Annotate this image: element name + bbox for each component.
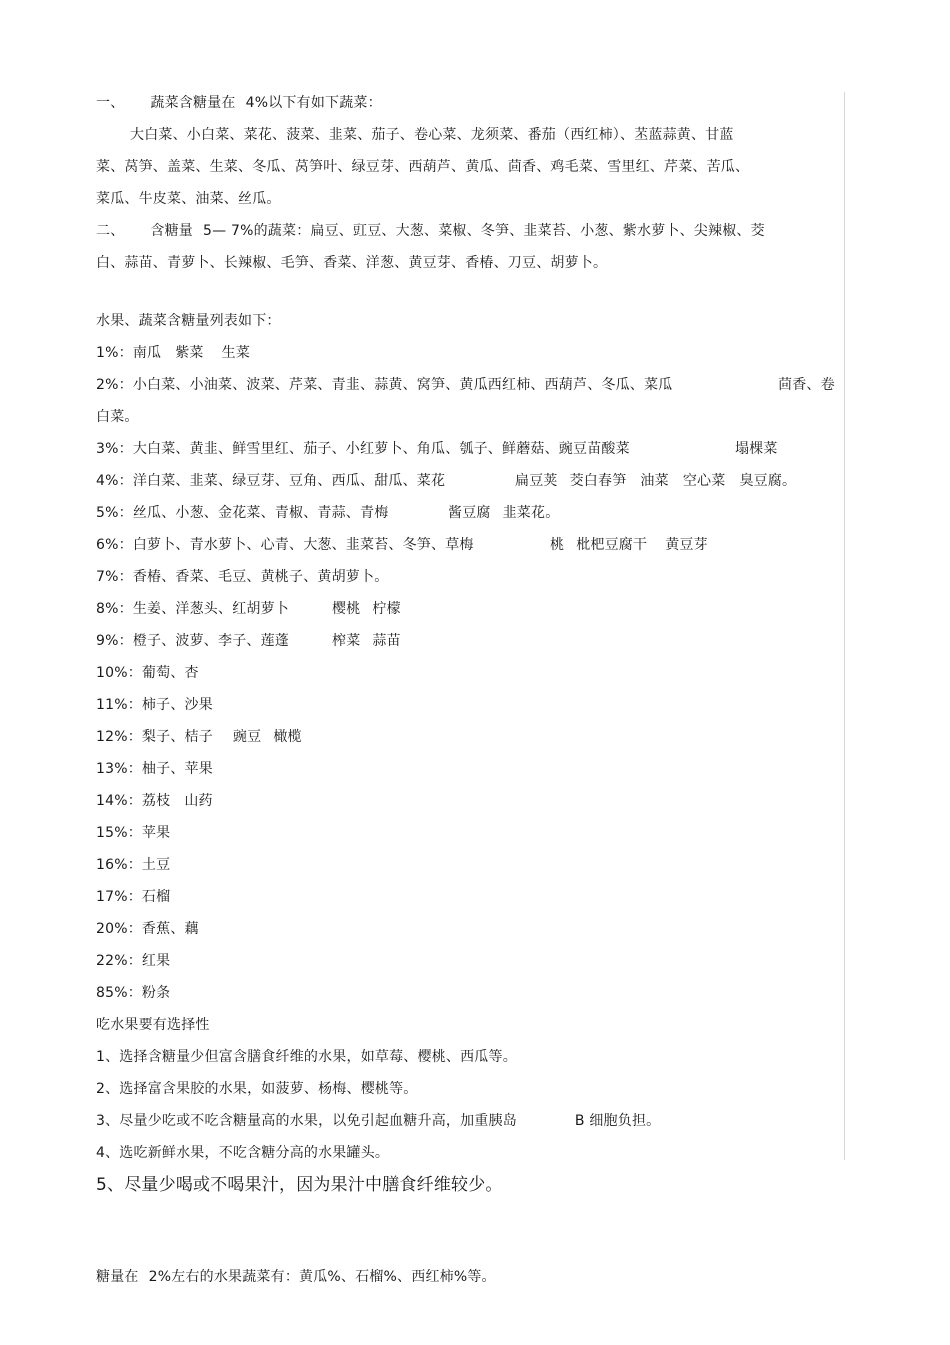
advice-item-4: 4、选吃新鲜水果，不吃含糖分高的水果罐头。 (96, 1145, 390, 1161)
list-item: 10%：葡萄、杏 (96, 665, 199, 681)
list-item-trailing: 桃 枇杷豆腐干 黄豆芽 (550, 537, 708, 553)
list-item: 22%：红果 (96, 953, 171, 969)
list-item: 3%：大白菜、黄韭、鲜雪里红、茄子、小红萝卜、角瓜、瓠子、鲜蘑菇、豌豆苗酸菜 (96, 441, 630, 457)
list-item: 7%：香椿、香菜、毛豆、黄桃子、黄胡萝卜。 (96, 569, 389, 585)
advice-item-1: 1、选择含糖量少但富含膳食纤维的水果，如草莓、樱桃、西瓜等。 (96, 1049, 517, 1065)
list-item-trailing: 扁豆荚 茭白春笋 油菜 空心菜 臭豆腐。 (515, 473, 797, 489)
list-item-trailing: 茴香、卷 (778, 377, 835, 393)
list-item: 12%：梨子、桔子 豌豆 橄榄 (96, 729, 302, 745)
list-item: 85%：粉条 (96, 985, 171, 1001)
list-item: 1%：南瓜 紫菜 生菜 (96, 345, 251, 361)
list-item: 9%：橙子、波萝、李子、莲蓬 (96, 633, 290, 649)
advice-item-2: 2、选择富含果胶的水果，如菠萝、杨梅、樱桃等。 (96, 1081, 418, 1097)
right-margin-rule (844, 92, 845, 1160)
list-title: 水果、蔬菜含糖量列表如下： (96, 313, 281, 329)
list-item-trailing: 榨菜 蒜苗 (332, 633, 401, 649)
list-item: 17%：石榴 (96, 889, 171, 905)
list-item-continuation: 白菜。 (96, 409, 139, 425)
advice-item-3: 3、尽量少吃或不吃含糖量高的水果，以免引起血糖升高，加重胰岛 B 细胞负担。 (96, 1113, 661, 1129)
list-item-trailing: 塌棵菜 (735, 441, 778, 457)
list-item-trailing: 酱豆腐 韭菜花。 (448, 505, 560, 521)
section-2-heading: 二、 含糖量 5— 7%的蔬菜：扁豆、豇豆、大葱、菜椒、冬笋、韭菜苔、小葱、紫水萝卜、尖辣椒、茭 (96, 223, 765, 239)
list-item: 4%：洋白菜、韭菜、绿豆芽、豆角、西瓜、甜瓜、菜花 (96, 473, 446, 489)
list-item: 6%：白萝卜、青水萝卜、心青、大葱、韭菜苔、冬笋、草梅 (96, 537, 474, 553)
section-1-line-3: 菜瓜、牛皮菜、油菜、丝瓜。 (96, 191, 281, 207)
footer-note: 糖量在 2%左右的水果蔬菜有：黄瓜%、石榴%、西红柿%等。 (96, 1269, 496, 1285)
list-item: 8%：生姜、洋葱头、红胡萝卜 (96, 601, 290, 617)
list-item: 14%：荔枝 山药 (96, 793, 213, 809)
list-item: 2%：小白菜、小油菜、波菜、芹菜、青韭、蒜黄、窝笋、黄瓜西红柿、西葫芦、冬瓜、菜瓜 (96, 377, 673, 393)
list-item: 5%：丝瓜、小葱、金花菜、青椒、青蒜、青梅 (96, 505, 389, 521)
list-item: 15%：苹果 (96, 825, 171, 841)
section-1-heading: 一、 蔬菜含糖量在 4%以下有如下蔬菜： (96, 95, 382, 111)
list-item: 20%：香蕉、藕 (96, 921, 199, 937)
list-item: 11%：柿子、沙果 (96, 697, 213, 713)
section-2-line-2: 白、蒜苗、青萝卜、长辣椒、毛笋、香菜、洋葱、黄豆芽、香椿、刀豆、胡萝卜。 (96, 255, 608, 271)
section-1-line-1: 大白菜、小白菜、菜花、菠菜、韭菜、茄子、卷心菜、龙须菜、番茄（西红柿）、苤蓝蒜黄、甘蓝 (130, 127, 734, 143)
list-item: 13%：柚子、苹果 (96, 761, 213, 777)
section-1-line-2: 菜、莴笋、盖菜、生菜、冬瓜、莴笋叶、绿豆芽、西葫芦、黄瓜、茴香、鸡毛菜、雪里红、芹菜、苦瓜、 (96, 159, 750, 175)
list-item: 16%：土豆 (96, 857, 171, 873)
list-item-trailing: 樱桃 柠檬 (332, 601, 401, 617)
advice-title: 吃水果要有选择性 (96, 1017, 210, 1033)
advice-item-5: 5、尽量少喝或不喝果汁，因为果汁中膳食纤维较少。 (96, 1175, 503, 1195)
